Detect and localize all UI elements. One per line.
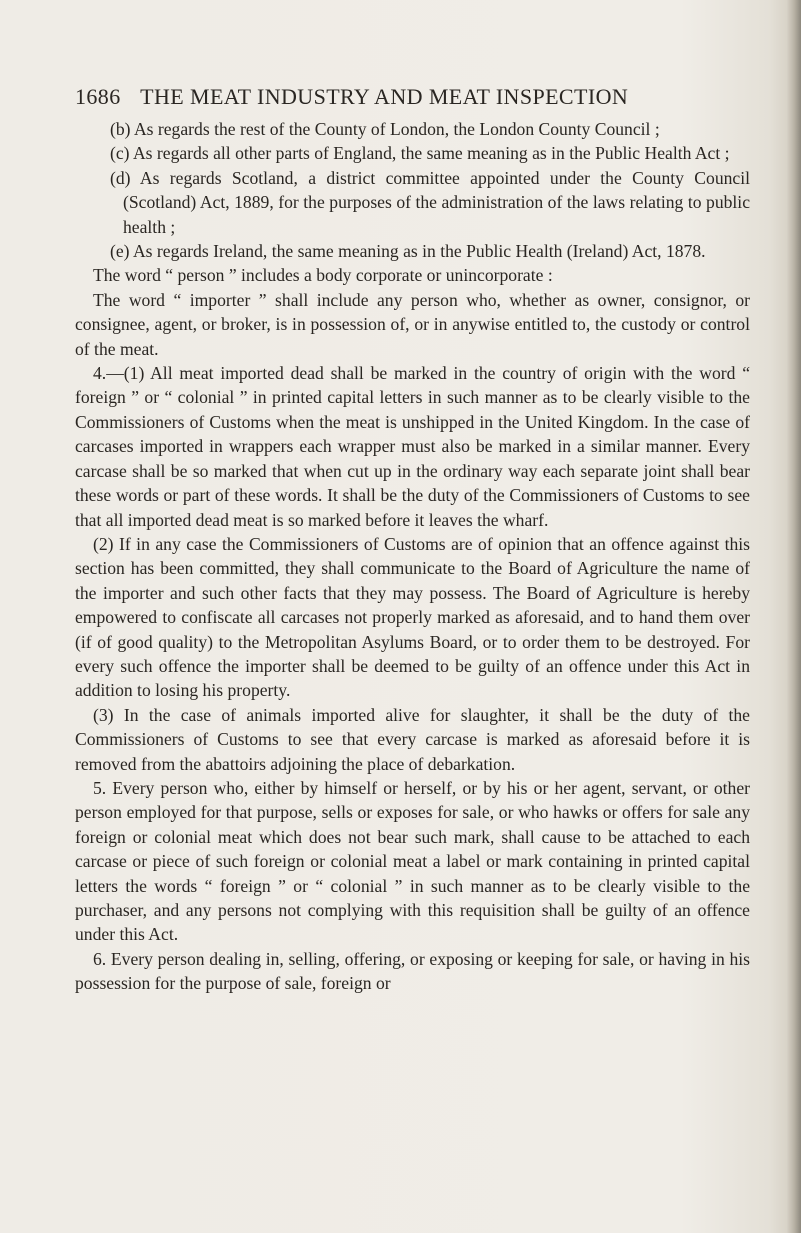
clause-e: (e) As regards Ireland, the same meaning as in the Public Health (Ireland) Act, 1878.	[110, 241, 706, 262]
body-text	[75, 117, 750, 996]
running-title: THE MEAT INDUSTRY AND MEAT INSPECTION	[140, 84, 629, 109]
section-5: 5. Every person who, either by himself or herself, or by his or her agent, servant, or other person employed for that purpose, sells or exposes for sale, or who hawks or offers for sale any foreign or colonial meat which does not bear such mark, shall cause to be attached to each carcase or piece of such foreign or colonial meat a label or mark containing in printed capital letters the words “ foreign ” or “ colonial ” in such manner as to be clearly visible to the purchaser, and any persons not complying with this requisition shall be guilty of an offence under this Act.	[75, 777, 750, 945]
clause-b: (b) As regards the rest of the County of London, the London County Council ;	[110, 119, 660, 139]
page-edge-shadow	[787, 0, 801, 1233]
section-6: 6. Every person dealing in, selling, offering, or exposing or keeping for sale, or having in his possession for the purpose of sale, foreign or	[75, 948, 750, 994]
definition-importer: The word “ importer ” shall include any person who, whether as owner, consignor, or consignee, agent, or broker, is in possession of, or in anywise entitled to, the custody or control of the meat.	[75, 289, 750, 359]
section-4-2: (2) If in any case the Commissioners of Customs are of opinion that an offence against this section has been committed, they shall communicate to the Board of Agriculture the name of the importer and such other facts that they may possess. The Board of Agriculture is hereby empowered to confiscate all carcases not properly marked as aforesaid, and to hand them over (if of good quality) to the Metropolitan Asylums Board, or to order them to be destroyed. For every such offence the importer shall be deemed to be guilty of an offence under this Act in addition to losing his property.	[75, 533, 750, 701]
clause-c: (c) As regards all other parts of England, the same meaning as in the Public Health Act ;	[110, 143, 730, 164]
section-4-1: 4.—(1) All meat imported dead shall be marked in the country of origin with the word “ foreign ” or “ colonial ” in printed capital letters in such manner as to be clearly visible to the Commissioners of Customs when the meat is unshipped in the United Kingdom. In the case of carcases imported in wrappers each wrapper must also be marked in a similar manner. Every carcase shall be so marked that when cut up in the ordinary way each separate joint shall bear these words or part of these words. It shall be the duty of the Commissioners of Customs to see that all imported dead meat is so marked before it leaves the wharf.	[75, 363, 750, 530]
page-number: 1686	[75, 84, 121, 109]
definition-person: The word “ person ” includes a body corporate or unincorporate :	[93, 265, 553, 286]
section-4-3: (3) In the case of animals imported alive for slaughter, it shall be the duty of the Commissioners of Customs to see that every carcase is marked as aforesaid before it is removed from the abattoirs adjoining the place of debarkation.	[75, 704, 750, 774]
clause-d: (d) As regards Scotland, a district committee appointed under the County Council (Scotland) Act, 1889, for the purposes of the administration of the laws relating to public health ;	[110, 167, 750, 237]
running-header	[75, 84, 735, 110]
